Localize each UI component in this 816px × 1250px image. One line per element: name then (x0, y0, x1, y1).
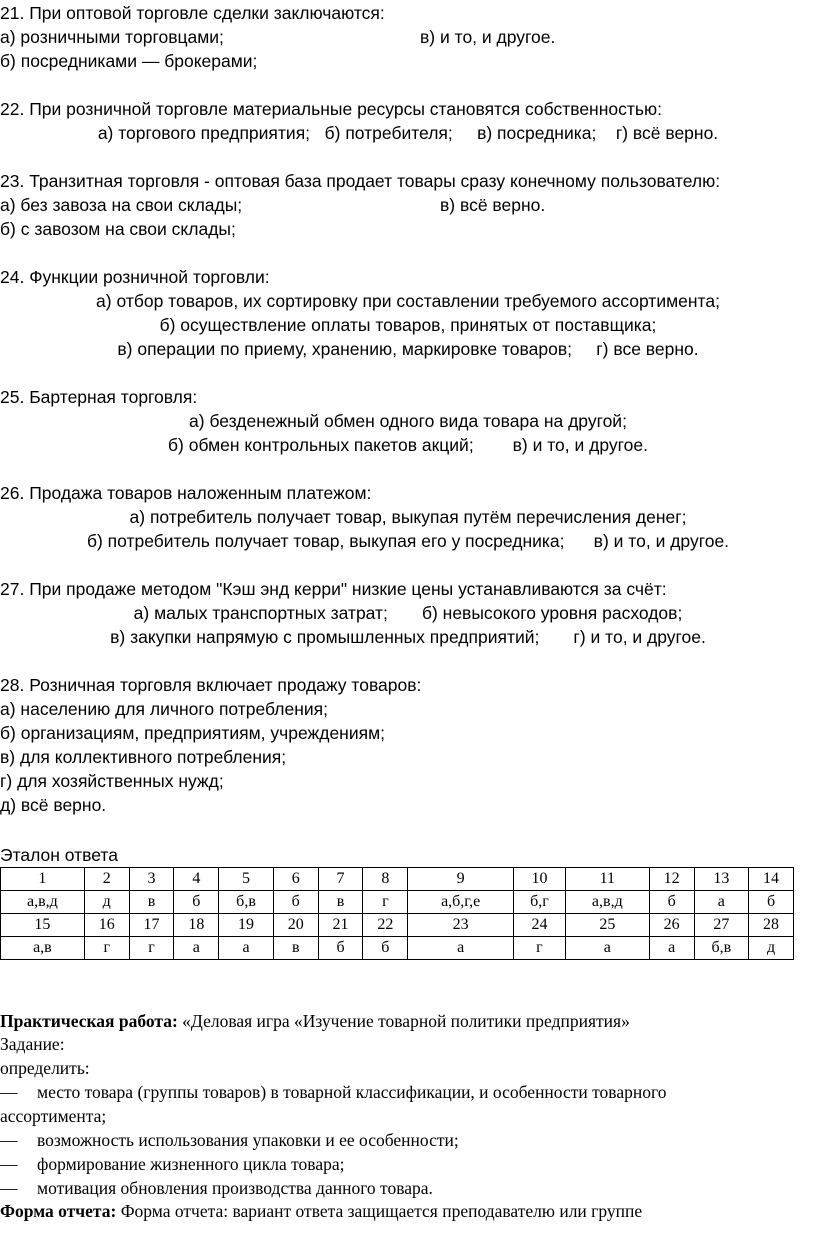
question-28-option-c: в) для коллективного потребления; (0, 747, 287, 767)
answer-key-cell: в (273, 937, 318, 960)
practical-task: Задание: (0, 1034, 65, 1054)
answer-key-cell: 11 (565, 868, 649, 891)
answer-key-cell: б,г (513, 891, 565, 914)
question-27-option-b: в) закупки напрямую с промышленных предприятий; г) и то, и другое. (110, 627, 706, 647)
report-form (0, 1200, 642, 1222)
question-28-option-b: б) организациям, предприятиям, учреждениям; (0, 723, 385, 743)
question-28-option-a: а) населению для личного потребления; (0, 699, 329, 719)
answer-key-cell: г (363, 891, 408, 914)
answer-key-cell: 16 (84, 914, 129, 937)
question-27-title: 27. При продаже методом "Кэш энд керри" низкие цены устанавливаются за счёт: (0, 579, 667, 599)
answer-key-cell: г (129, 937, 174, 960)
answer-key-table (0, 867, 794, 960)
answer-key-cell: 21 (318, 914, 363, 937)
answer-key-cell: 15 (1, 914, 85, 937)
practical-item-4: мотивация обновления производства данного товара. (37, 1178, 433, 1198)
question-23-title: 23. Транзитная торговля - оптовая база продает товары сразу конечному пользователю: (0, 171, 721, 191)
answer-key-cell: 8 (363, 868, 408, 891)
answer-key-cell: г (513, 937, 565, 960)
question-28-title: 28. Розничная торговля включает продажу товаров: (0, 675, 422, 695)
answer-key-cell: б,в (219, 891, 274, 914)
question-24-option-b: б) осуществление оплаты товаров, принятых от поставщика; (159, 315, 657, 335)
practical-item-2: возможность использования упаковки и ее особенности; (37, 1130, 459, 1150)
answer-key-cell: б (649, 891, 694, 914)
answer-key-cell: б (174, 891, 219, 914)
answer-key-cell: а (408, 937, 514, 960)
answer-key-cell: 10 (513, 868, 565, 891)
answer-key-cell: а (565, 937, 649, 960)
question-26-option-a: а) потребитель получает товар, выкупая путём перечисления денег; (129, 507, 687, 527)
answer-key-answers-row (1, 891, 794, 914)
question-22-options: а) торгового предприятия; б) потребителя; в) посредника; г) всё верно. (97, 123, 719, 143)
answer-key-cell: 12 (649, 868, 694, 891)
answer-key-cell: а (219, 937, 274, 960)
answer-key-cell: а,б,г,е (408, 891, 514, 914)
answer-key-cell: д (84, 891, 129, 914)
answer-key-cell: б (273, 891, 318, 914)
answer-key-cell: 18 (174, 914, 219, 937)
answer-key-cell: 22 (363, 914, 408, 937)
answer-key-cell: а,в (1, 937, 85, 960)
practical-item-1-continued: ассортимента; (0, 1106, 107, 1126)
practical-item-1: место товара (группы товаров) в товарной классификации, и особенности товарного (37, 1082, 667, 1102)
answer-key-cell: а (174, 937, 219, 960)
answer-key-cell: б (318, 937, 363, 960)
question-24-title: 24. Функции розничной торговли: (0, 267, 270, 287)
answer-key-cell: г (84, 937, 129, 960)
question-28-option-e: д) всё верно. (0, 795, 107, 815)
answer-key-cell: 20 (273, 914, 318, 937)
report-label: Форма отчета: (0, 1201, 117, 1221)
answer-key-cell: 5 (219, 868, 274, 891)
practical-heading (0, 1010, 630, 1032)
answer-key-cell: 26 (649, 914, 694, 937)
question-22-title: 22. При розничной торговле материальные ресурсы становятся собственностью: (0, 99, 662, 119)
question-24-option-a: а) отбор товаров, их сортировку при составлении требуемого ассортимента; (96, 291, 720, 311)
answer-key-title: Эталон ответа (0, 845, 118, 865)
question-23-option-a: а) без завоза на свои склады; (0, 195, 243, 215)
answer-key-cell: в (318, 891, 363, 914)
answer-key-cell: 19 (219, 914, 274, 937)
question-24-option-c: в) операции по приему, хранению, маркировке товаров; г) все верно. (117, 339, 699, 359)
question-21-option-c: в) и то, и другое. (420, 27, 556, 47)
answer-key-numbers-row (1, 868, 794, 891)
question-26-option-b: б) потребитель получает товар, выкупая его у посредника; в) и то, и другое. (86, 531, 730, 551)
question-27-option-a: а) малых транспортных затрат; б) невысокого уровня расходов; (133, 603, 683, 623)
answer-key-cell: а,в,д (565, 891, 649, 914)
answer-key-cell: 17 (129, 914, 174, 937)
question-25-option-a: а) безденежный обмен одного вида товара на другой; (189, 411, 627, 431)
answer-key-cell: 23 (408, 914, 514, 937)
answer-key-cell: 27 (694, 914, 749, 937)
question-25-title: 25. Бартерная торговля: (0, 387, 198, 407)
answer-key-cell: б (363, 937, 408, 960)
answer-key-cell: 7 (318, 868, 363, 891)
answer-key-cell: 2 (84, 868, 129, 891)
answer-key-cell: 9 (408, 868, 514, 891)
question-23-option-b: б) с завозом на свои склады; (0, 219, 236, 239)
answer-key-cell: а (649, 937, 694, 960)
practical-item-4-dash: — (0, 1178, 18, 1198)
question-21-option-a: а) розничными торговцами; (0, 27, 224, 47)
question-23-option-c: в) всё верно. (440, 195, 546, 215)
answer-key-answers-row (1, 937, 794, 960)
question-21-option-b: б) посредниками — брокерами; (0, 51, 258, 71)
practical-define: определить: (0, 1058, 90, 1078)
answer-key-cell: а,в,д (1, 891, 85, 914)
answer-key-cell: в (129, 891, 174, 914)
answer-key-cell: 4 (174, 868, 219, 891)
answer-key-cell: 24 (513, 914, 565, 937)
answer-key-cell: 14 (749, 868, 794, 891)
answer-key-cell: 1 (1, 868, 85, 891)
practical-item-3-dash: — (0, 1154, 18, 1174)
answer-key-cell: 13 (694, 868, 749, 891)
answer-key-cell: б (749, 891, 794, 914)
answer-key-cell: б,в (694, 937, 749, 960)
practical-item-2-dash: — (0, 1130, 18, 1150)
answer-key-cell: 28 (749, 914, 794, 937)
answer-key-cell: 25 (565, 914, 649, 937)
report-text: Форма отчета: вариант ответа защищается преподавателю или группе (116, 1201, 643, 1221)
question-28-option-d: г) для хозяйственных нужд; (0, 771, 224, 791)
practical-item-3: формирование жизненного цикла товара; (37, 1154, 345, 1174)
answer-key-cell: 3 (129, 868, 174, 891)
answer-key-cell: 6 (273, 868, 318, 891)
practical-label: Практическая работа: (0, 1011, 178, 1031)
answer-key-numbers-row (1, 914, 794, 937)
practical-title: «Деловая игра «Изучение товарной политики предприятия» (177, 1011, 630, 1031)
answer-key-cell: д (749, 937, 794, 960)
question-21-title: 21. При оптовой торговле сделки заключаются: (0, 3, 385, 23)
question-26-title: 26. Продажа товаров наложенным платежом: (0, 483, 372, 503)
practical-item-1-dash: — (0, 1082, 18, 1102)
answer-key-cell: а (694, 891, 749, 914)
question-25-option-b: б) обмен контрольных пакетов акций; в) и то, и другое. (168, 435, 648, 455)
